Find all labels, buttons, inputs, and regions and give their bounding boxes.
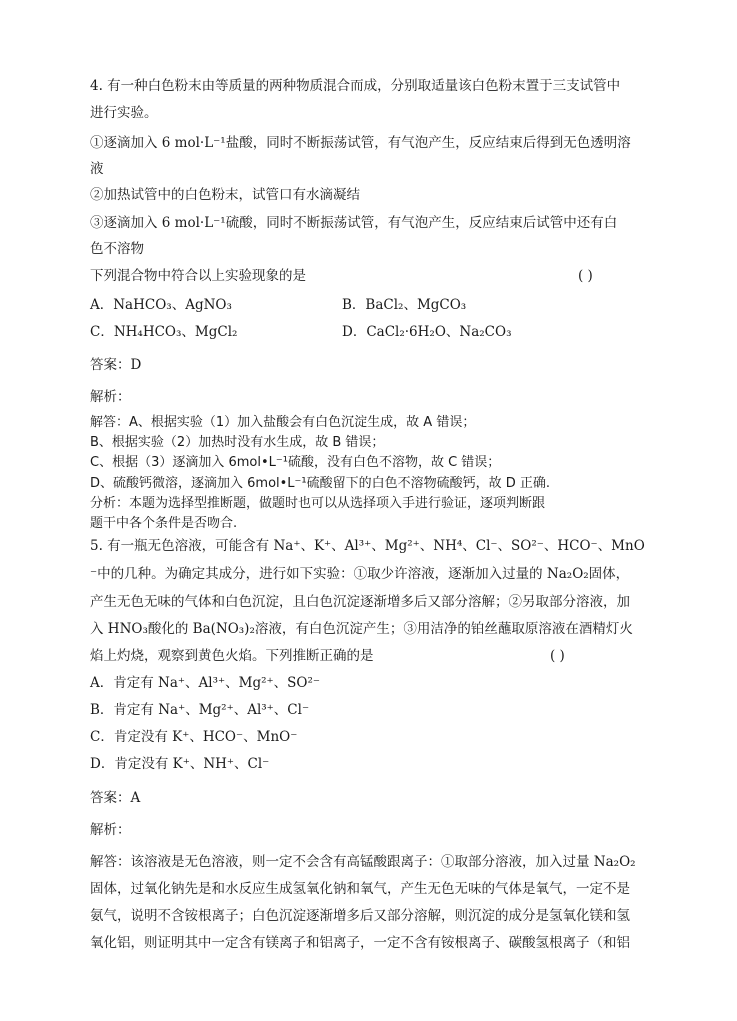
q4-question: 下列混合物中符合以上实验现象的是: [90, 268, 306, 284]
q5-analysis-label: 解析：: [90, 822, 131, 838]
q4-solution-line-4: D、硫酸钙微溶，逐滴加入 6mol•L⁻¹硫酸留下的白色不溶物硫酸钙，故 D 正确.: [90, 476, 551, 491]
q5-option-b: B．肯定有 Na⁺、Mg²⁺、Al³⁺、Cl⁻: [90, 702, 310, 718]
q4-option-b: B．BaCl₂、MgCO₃: [342, 297, 467, 313]
q4-experiment-2: ②加热试管中的白色粉末，试管口有水滴凝结: [90, 187, 360, 203]
q5-answer: 答案：A: [90, 790, 141, 806]
q4-option-c: C．NH₄HCO₃、MgCl₂: [90, 324, 238, 340]
q4-answer-paren: ( ): [578, 268, 593, 284]
q4-analysis-label: 解析：: [90, 389, 131, 405]
q4-experiment-1-line-2: 液: [90, 161, 104, 177]
q5-option-d: D．肯定没有 K⁺、NH⁺、Cl⁻: [90, 756, 270, 772]
q5-solution-line-3: 氨气，说明不含铵根离子；白色沉淀逐渐增多后又部分溶解，则沉淀的成分是氢氧化镁和氢: [90, 908, 630, 924]
q4-option-a: A．NaHCO₃、AgNO₃: [90, 297, 232, 313]
q5-stem-line-3: 产生无色无味的气体和白色沉淀，且白色沉淀逐渐增多后又部分溶解；②另取部分溶液，加: [90, 594, 630, 610]
q5-stem-line-5: 焰上灼烧，观察到黄色火焰。下列推断正确的是: [90, 648, 374, 664]
q4-solution-line-5: 分析：本题为选择型推断题，做题时也可以从选择项入手进行验证，逐项判断跟: [90, 496, 546, 511]
q5-stem-line-2: ⁻中的几种。为确定其成分，进行如下实验：①取少许溶液，逐渐加入过量的 Na₂O₂固体，: [90, 566, 630, 582]
q4-stem-line-1: 4. 有一种白色粉末由等质量的两种物质混合而成，分别取适量该白色粉末置于三支试管中: [90, 78, 621, 94]
q5-solution-line-4: 氧化铝，则证明其中一定含有镁离子和铝离子，一定不含有铵根离子、碳酸氢根离子（和铝: [90, 935, 630, 951]
q5-solution-line-1: 解答：该溶液是无色溶液，则一定不会含有高锰酸跟离子：①取部分溶液，加入过量 Na₂O₂: [90, 854, 636, 870]
q4-solution-line-3: C、根据（3）逐滴加入 6mol•L⁻¹硫酸，没有白色不溶物，故 C 错误；: [90, 455, 501, 470]
q4-option-d: D．CaCl₂·6H₂O、Na₂CO₃: [342, 324, 512, 340]
q5-option-a: A．肯定有 Na⁺、Al³⁺、Mg²⁺、SO²⁻: [90, 675, 320, 691]
q4-experiment-3-line-1: ③逐滴加入 6 mol·L⁻¹硫酸，同时不断振荡试管，有气泡产生，反应结束后试管中还有白: [90, 215, 618, 231]
q5-solution-line-2: 固体，过氧化钠先是和水反应生成氢氧化钠和氧气，产生无色无味的气体是氧气，一定不是: [90, 881, 630, 897]
q4-solution-line-1: 解答：A、根据实验（1）加入盐酸会有白色沉淀生成，故 A 错误；: [90, 415, 476, 430]
q4-stem-line-2: 进行实验。: [90, 105, 158, 121]
q4-experiment-1-line-1: ①逐滴加入 6 mol·L⁻¹盐酸，同时不断振荡试管，有气泡产生，反应结束后得到无色透明溶: [90, 135, 631, 151]
q5-stem-line-4: 入 HNO₃酸化的 Ba(NO₃)₂溶液，有白色沉淀产生；③用洁净的铂丝蘸取原溶液在酒精灯火: [90, 621, 633, 637]
q4-solution-line-6: 题干中各个条件是否吻合.: [90, 516, 238, 531]
q5-option-c: C．肯定没有 K⁺、HCO⁻、MnO⁻: [90, 729, 298, 745]
q5-stem-line-1: 5. 有一瓶无色溶液，可能含有 Na⁺、K⁺、Al³⁺、Mg²⁺、NH⁴、Cl⁻、SO²⁻、HCO⁻、MnO: [90, 538, 645, 554]
q4-experiment-3-line-2: 色不溶物: [90, 241, 144, 257]
q4-solution-line-2: B、根据实验（2）加热时没有水生成，故 B 错误；: [90, 435, 385, 450]
q4-answer: 答案：D: [90, 357, 142, 373]
q5-answer-paren: ( ): [550, 648, 565, 664]
